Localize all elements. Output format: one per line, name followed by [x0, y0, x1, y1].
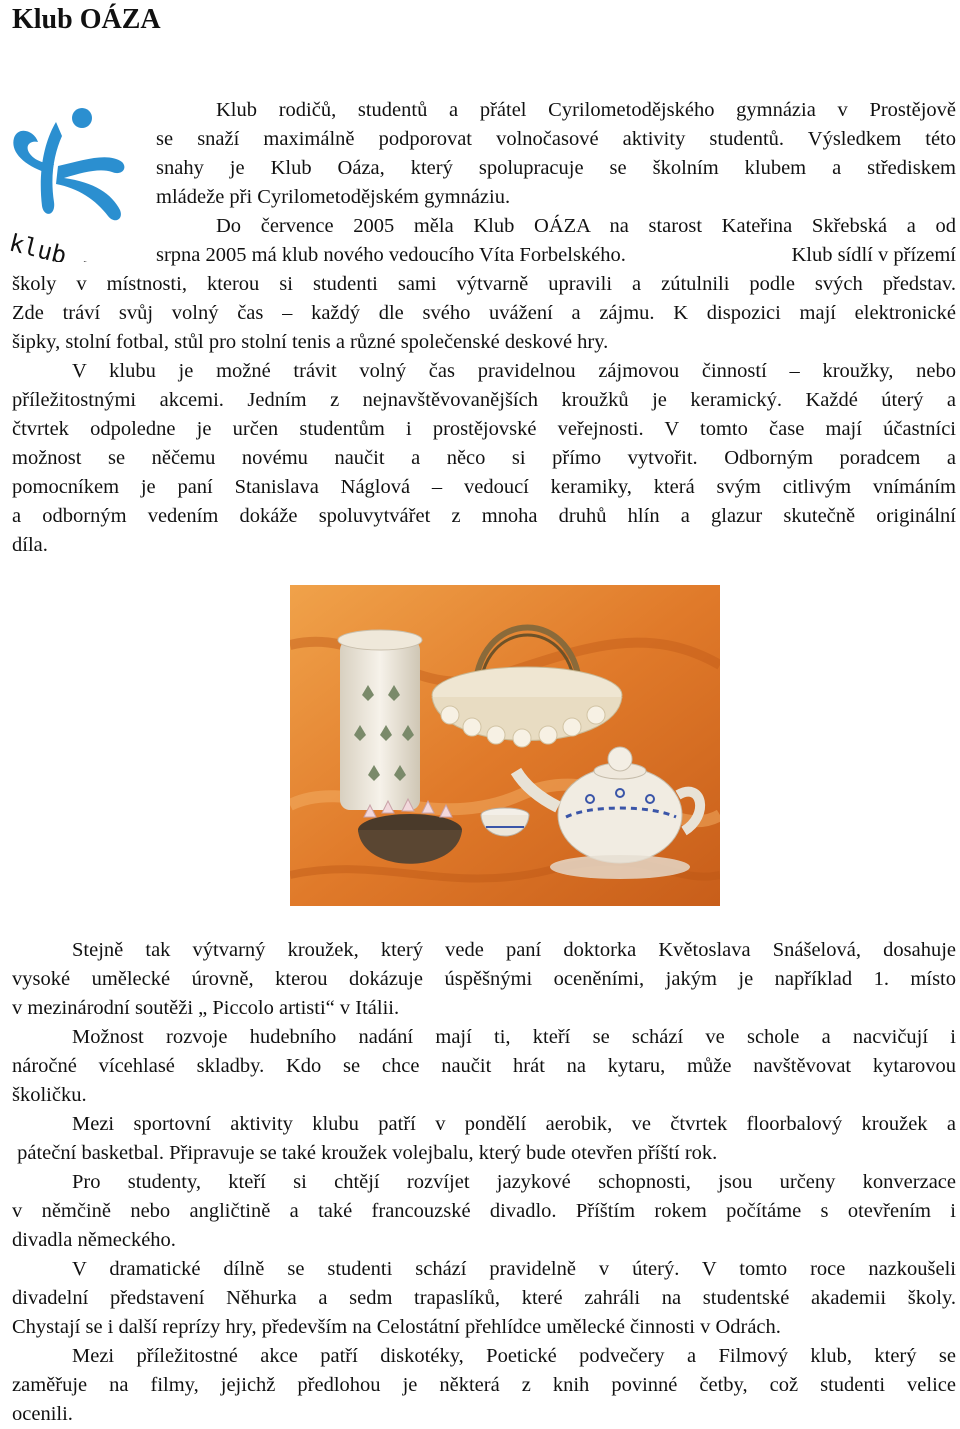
text-line: Klub rodičů, studentů a přátel Cyrilometodějského gymnázia v Prostějově	[216, 99, 956, 121]
text-line: Mezi příležitostné akce patří diskotéky, Poetické podvečery a Filmový klub, který se	[72, 1345, 956, 1367]
text-line: divadla německého.	[12, 1229, 176, 1251]
text-line: páteční basketbal. Připravuje se také kroužek volejbalu, který bude otevřen příští rok.	[12, 1142, 718, 1164]
text-line: srpna 2005 má klub nového vedoucího Víta Forbelského.	[156, 244, 626, 266]
text-line: Možnost rozvoje hudebního nadání mají ti, kteří se schází ve schole a nacvičují i	[72, 1026, 956, 1048]
page-title: Klub OÁZA	[12, 4, 161, 35]
text-line: Mezi sportovní aktivity klubu patří v pondělí aerobik, ve čtvrtek floorbalový kroužek a	[72, 1113, 956, 1135]
text-line: Klub sídlí v přízemí	[791, 244, 956, 266]
text-line: mládeže při Cyrilometodějském gymnáziu.	[156, 186, 511, 208]
logo-text: klub - net	[6, 228, 150, 262]
text-line: se snaží maximálně podporovat volnočasové aktivity studentů. Výsledkem této	[156, 128, 956, 150]
text-line: Zde tráví svůj volný čas – každý dle svého uvážení a zájmu. K dispozici mají elektronické	[12, 302, 956, 324]
text-line: příležitostnými akcemi. Jedním z nejnavštěvovanějších kroužků je keramický. Každé úterý a	[12, 389, 956, 411]
body-section-b	[12, 936, 956, 1429]
text-line: náročné vícehlasé skladby. Kdo se chce naučit hrát na kytaru, může navštěvovat kytarovou	[12, 1055, 956, 1077]
text-line: Do července 2005 měla Klub OÁZA na starost Kateřina Skřebská a od	[216, 215, 956, 237]
text-line: Pro studenty, kteří si chtějí rozvíjet jazykové schopnosti, jsou určeny konverzace	[72, 1171, 956, 1193]
ceramics-photo	[290, 585, 720, 906]
text-line: v němčině nebo angličtině a také francouzské divadlo. Příštím rokem počítáme s otevřením i	[12, 1200, 956, 1222]
body-section-a	[12, 241, 956, 560]
text-line: v mezinárodní soutěži „ Piccolo artisti“ v Itálii.	[12, 997, 400, 1019]
text-line: V dramatické dílně se studenti schází pravidelně v úterý. V tomto roce nazkoušeli	[72, 1258, 956, 1280]
text-line: zaměřuje na filmy, jejichž předlohou je některá z knih povinné četby, což studenti velice	[12, 1374, 956, 1396]
text-line: díla.	[12, 534, 48, 556]
text-line: snahy je Klub Oáza, který spolupracuje se školním klubem a střediskem	[156, 157, 956, 179]
text-line: Stejně tak výtvarný kroužek, který vede paní doktorka Květoslava Snášelová, dosahuje	[72, 939, 956, 961]
text-line: možnost se něčemu novému naučit a něco si přímo vytvořit. Odborným poradcem a	[12, 447, 956, 469]
text-line: vysoké umělecké úrovně, kterou dokázuje úspěšnými oceněními, jakým je například 1. místo	[12, 968, 956, 990]
text-line: šipky, stolní fotbal, stůl pro stolní tenis a různé společenské deskové hry.	[12, 331, 609, 353]
text-line: čtvrtek odpoledne je určen studentům i prostějovské veřejnosti. V tomto čase mají účastníci	[12, 418, 956, 440]
text-line: V klubu je možné trávit volný čas pravidelnou zájmovou činností – kroužky, nebo	[72, 360, 956, 382]
klub-net-logo-icon	[4, 102, 150, 262]
text-line: Chystají se i další reprízy hry, především na Celostátní přehlídce umělecké činnosti v Odrách.	[12, 1316, 781, 1338]
text-line: školy v místnosti, kterou si studenti sami výtvarně upravili a zútulnili podle svých představ.	[12, 273, 956, 295]
text-line: ocenili.	[12, 1403, 73, 1425]
text-line: pomocníkem je paní Stanislava Náglová – vedoucí keramiky, která svým citlivým vnímáním	[12, 476, 956, 498]
text-line: a odborným vedením dokáže spoluvytvářet z mnoha druhů hlín a glazur skutečně originální	[12, 505, 956, 527]
text-line: školičku.	[12, 1084, 87, 1106]
text-line: divadelní představení Něhurka a sedm trapaslíků, které zahráli na studentské akademii školy.	[12, 1287, 956, 1309]
